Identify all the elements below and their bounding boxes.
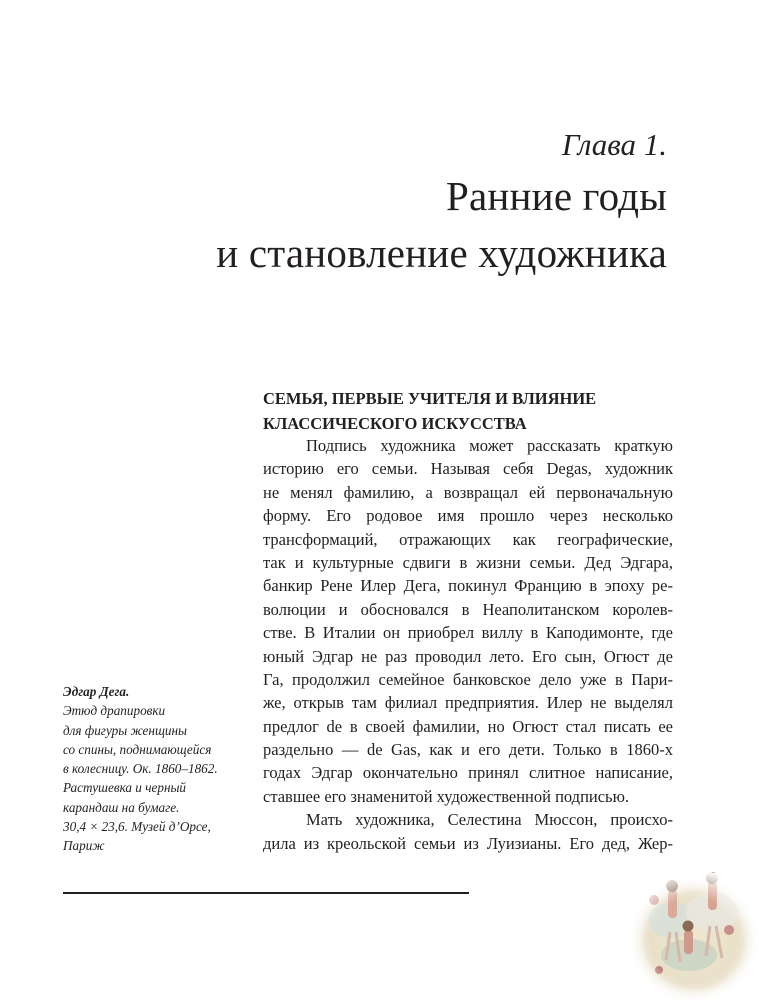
body-line: раздельно — de Gas, как и его дети. Только в 1860-х [263, 740, 673, 760]
horizontal-rule [63, 892, 469, 894]
body-line: банкир Рене Илер Дега, покинул Францию в эпоху ре- [263, 576, 673, 596]
chapter-title-line: и становление художника [216, 230, 667, 276]
body-line: дила из креольской семьи из Луизианы. Его дед, Жер- [263, 833, 673, 853]
body-line: не менял фамилию, а возвращал ей первоначальную [263, 482, 673, 502]
section-heading [263, 386, 673, 436]
body-line: же, открыв там филиал предприятия. Илер не выделял [263, 693, 673, 713]
body-text [263, 434, 673, 855]
vignette-fade [622, 870, 759, 1000]
body-line: Га, продолжил семейное банковское дело уже в Пари- [263, 669, 673, 689]
body-line: годах Эдгар окончательно принял слитное написание, [263, 763, 673, 783]
body-line: юный Эдгар не раз проводил лето. Его сын, Огюст де [263, 646, 673, 666]
caption-line: 30,4 × 23,6. Музей д’Орсе, [63, 819, 211, 835]
figure-caption [63, 682, 253, 856]
body-line: стве. В Италии он приобрел виллу в Каподимонте, где [263, 623, 673, 643]
chapter-title [216, 168, 667, 282]
body-line: Мать художника, Селестина Мюссон, происхо- [306, 810, 673, 830]
body-line: ставшее его знаменитой художественной подписью. [263, 786, 630, 806]
body-line: историю его семьи. Называя себя Degas, художник [263, 459, 673, 479]
chapter-label: Глава 1. [561, 127, 667, 162]
body-line: трансформаций, отражающих как географические, [263, 529, 673, 549]
body-line: предлог de в своей фамилии, но Огюст стал писать ее [263, 716, 673, 736]
section-heading-line: КЛАССИЧЕСКОГО ИСКУССТВА [263, 414, 527, 433]
section-heading-line: СЕМЬЯ, ПЕРВЫЕ УЧИТЕЛЯ И ВЛИЯНИЕ [263, 389, 597, 408]
caption-line: Растушевка и черный [63, 780, 187, 796]
chapter-title-line: Ранние годы [446, 173, 667, 219]
body-line: форму. Его родовое имя прошло через несколько [263, 506, 673, 526]
caption-line: в колесницу. Ок. 1860–1862. [63, 761, 218, 777]
caption-line: карандаш на бумаге. [63, 799, 180, 815]
caption-title: Эдгар Дега. [63, 684, 130, 699]
caption-line: для фигуры женщины [63, 722, 187, 738]
body-line: Подпись художника может рассказать краткую [306, 436, 673, 455]
caption-line: Париж [63, 838, 105, 854]
caption-line: Этюд драпировки [63, 703, 166, 719]
ballet-vignette-image [614, 860, 759, 1000]
caption-line: со спины, поднимающейся [63, 741, 212, 757]
body-line: волюции и обосновался в Неаполитанском королев- [263, 599, 673, 619]
body-line: так и культурные сдвиги в жизни семьи. Дед Эдгара, [263, 552, 673, 572]
